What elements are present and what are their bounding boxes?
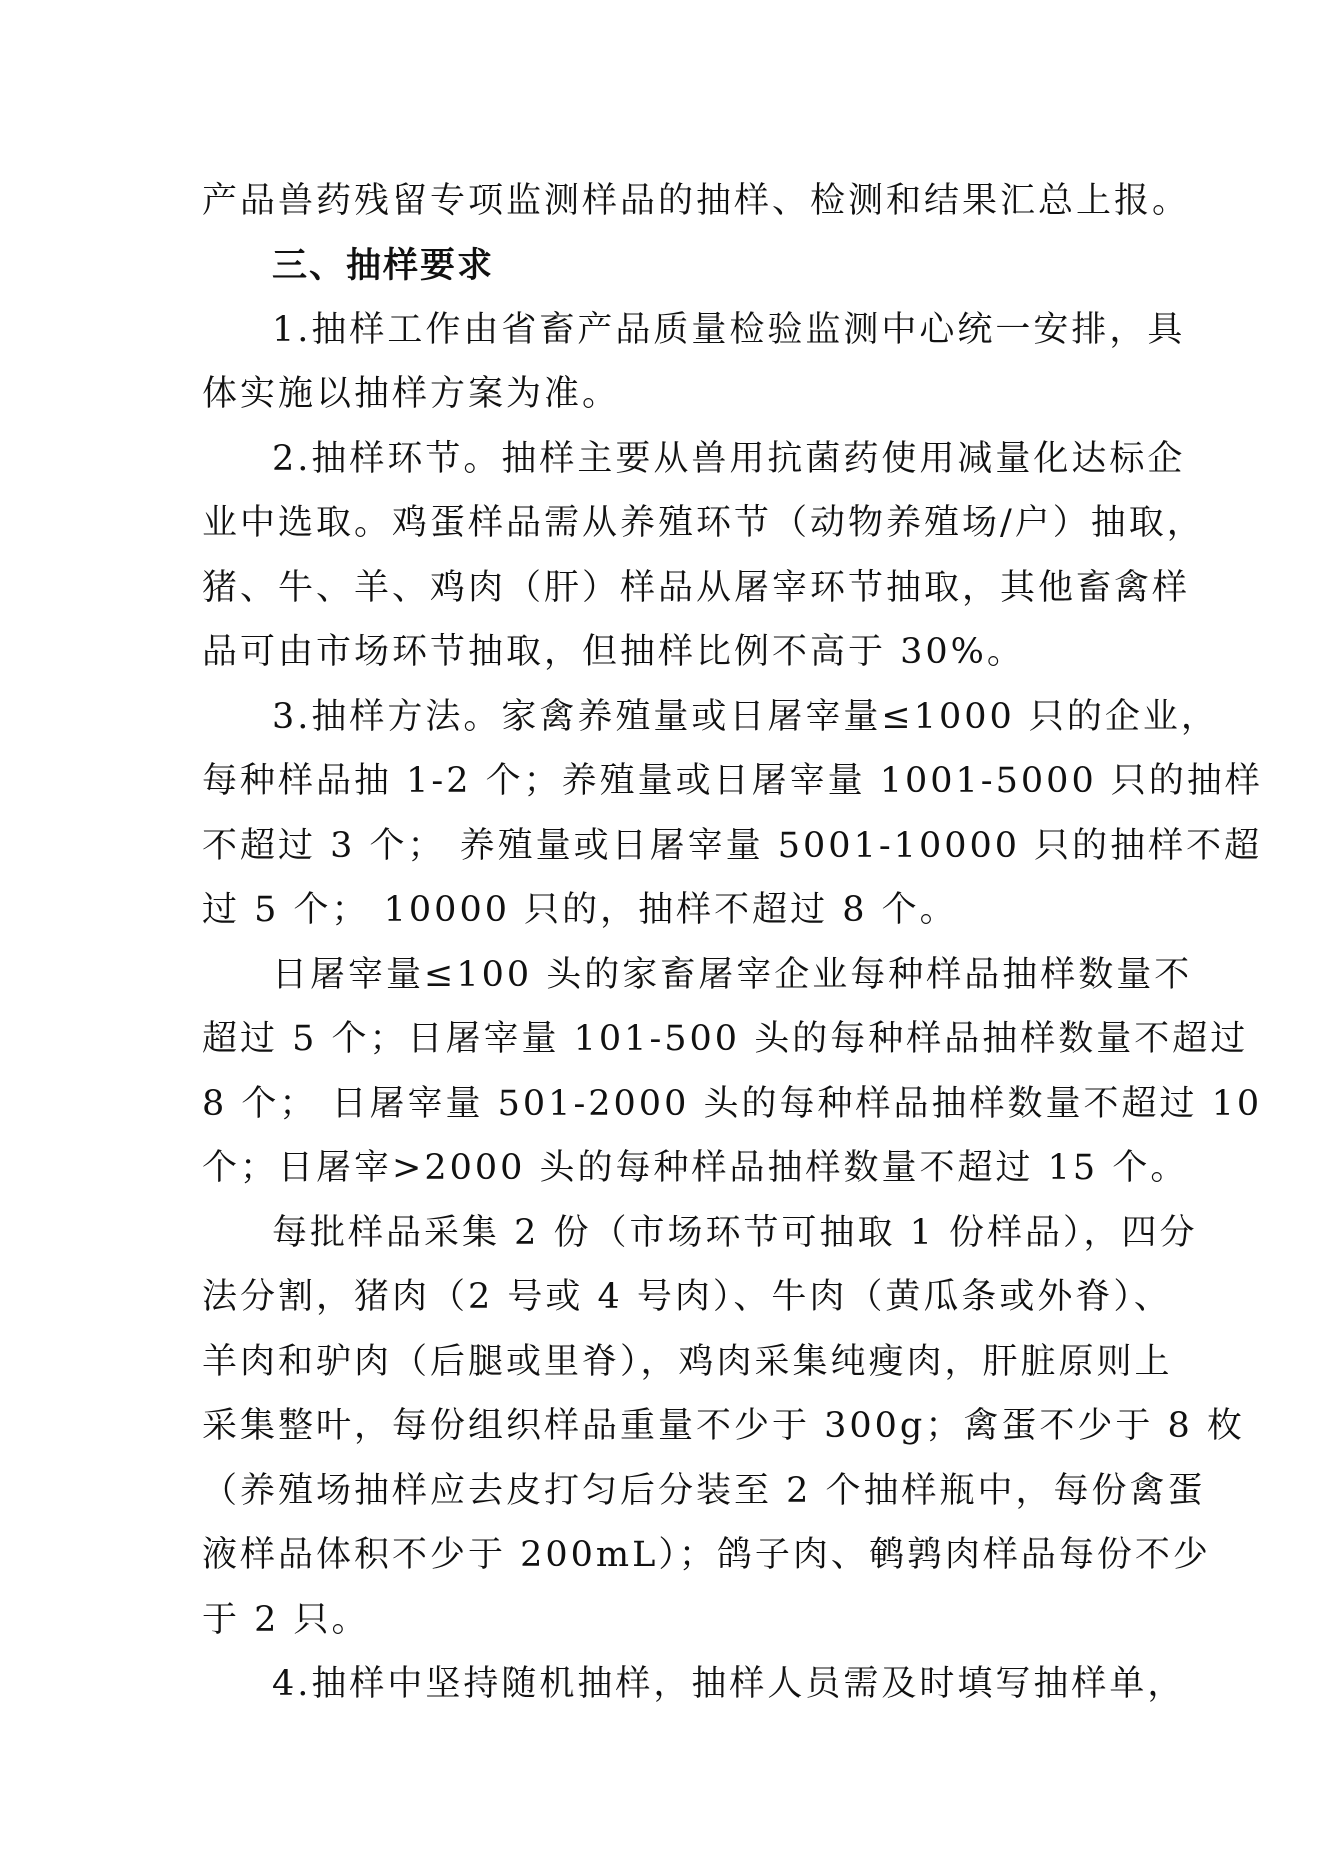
text-line: 品可由市场环节抽取，但抽样比例不高于 30%。	[202, 632, 1025, 672]
text-line: 猪、牛、羊、鸡肉（肝）样品从屠宰环节抽取，其他畜禽样	[202, 568, 1191, 608]
text-line: 羊肉和驴肉（后腿或里脊），鸡肉采集纯瘦肉，肝脏原则上	[202, 1342, 1173, 1382]
text-line: 业中选取。鸡蛋样品需从养殖环节（动物养殖场/户）抽取，	[202, 503, 1205, 543]
text-line: 每批样品采集 2 份（市场环节可抽取 1 份样品），四分	[272, 1213, 1198, 1253]
text-line: 于 2 只。	[202, 1600, 370, 1640]
text-line: 液样品体积不少于 200mL）；鸽子肉、鹌鹑肉样品每份不少	[202, 1535, 1211, 1575]
section-heading: 三、抽样要求	[272, 246, 495, 286]
text-line: 4.抽样中坚持随机抽样，抽样人员需及时填写抽样单，	[272, 1664, 1186, 1704]
text-line: 日屠宰量≤100 头的家畜屠宰企业每种样品抽样数量不	[272, 955, 1193, 995]
text-line: 1.抽样工作由省畜产品质量检验监测中心统一安排，具	[272, 310, 1186, 350]
text-line: 不超过 3 个； 养殖量或日屠宰量 5001-10000 只的抽样不超	[202, 826, 1263, 866]
text-line: 2.抽样环节。抽样主要从兽用抗菌药使用减量化达标企	[272, 439, 1186, 479]
text-line: 个；日屠宰>2000 头的每种样品抽样数量不超过 15 个。	[202, 1148, 1189, 1188]
text-line: 超过 5 个；日屠宰量 101-500 头的每种样品抽样数量不超过	[202, 1019, 1249, 1059]
text-line: 3.抽样方法。家禽养殖量或日屠宰量≤1000 只的企业，	[272, 697, 1219, 737]
text-line: 每种样品抽 1-2 个；养殖量或日屠宰量 1001-5000 只的抽样	[202, 761, 1263, 801]
text-line: 过 5 个； 10000 只的，抽样不超过 8 个。	[202, 890, 958, 930]
text-line: 采集整叶，每份组织样品重量不少于 300g；禽蛋不少于 8 枚	[202, 1406, 1245, 1446]
text-line: 法分割，猪肉（2 号或 4 号肉）、牛肉（黄瓜条或外脊）、	[202, 1277, 1172, 1317]
text-line: （养殖场抽样应去皮打匀后分装至 2 个抽样瓶中，每份禽蛋	[202, 1471, 1206, 1511]
text-line: 8 个； 日屠宰量 501-2000 头的每种样品抽样数量不超过 10	[202, 1084, 1263, 1124]
text-line: 产品兽药残留专项监测样品的抽样、检测和结果汇总上报。	[202, 181, 1191, 221]
text-line: 体实施以抽样方案为准。	[202, 374, 621, 414]
